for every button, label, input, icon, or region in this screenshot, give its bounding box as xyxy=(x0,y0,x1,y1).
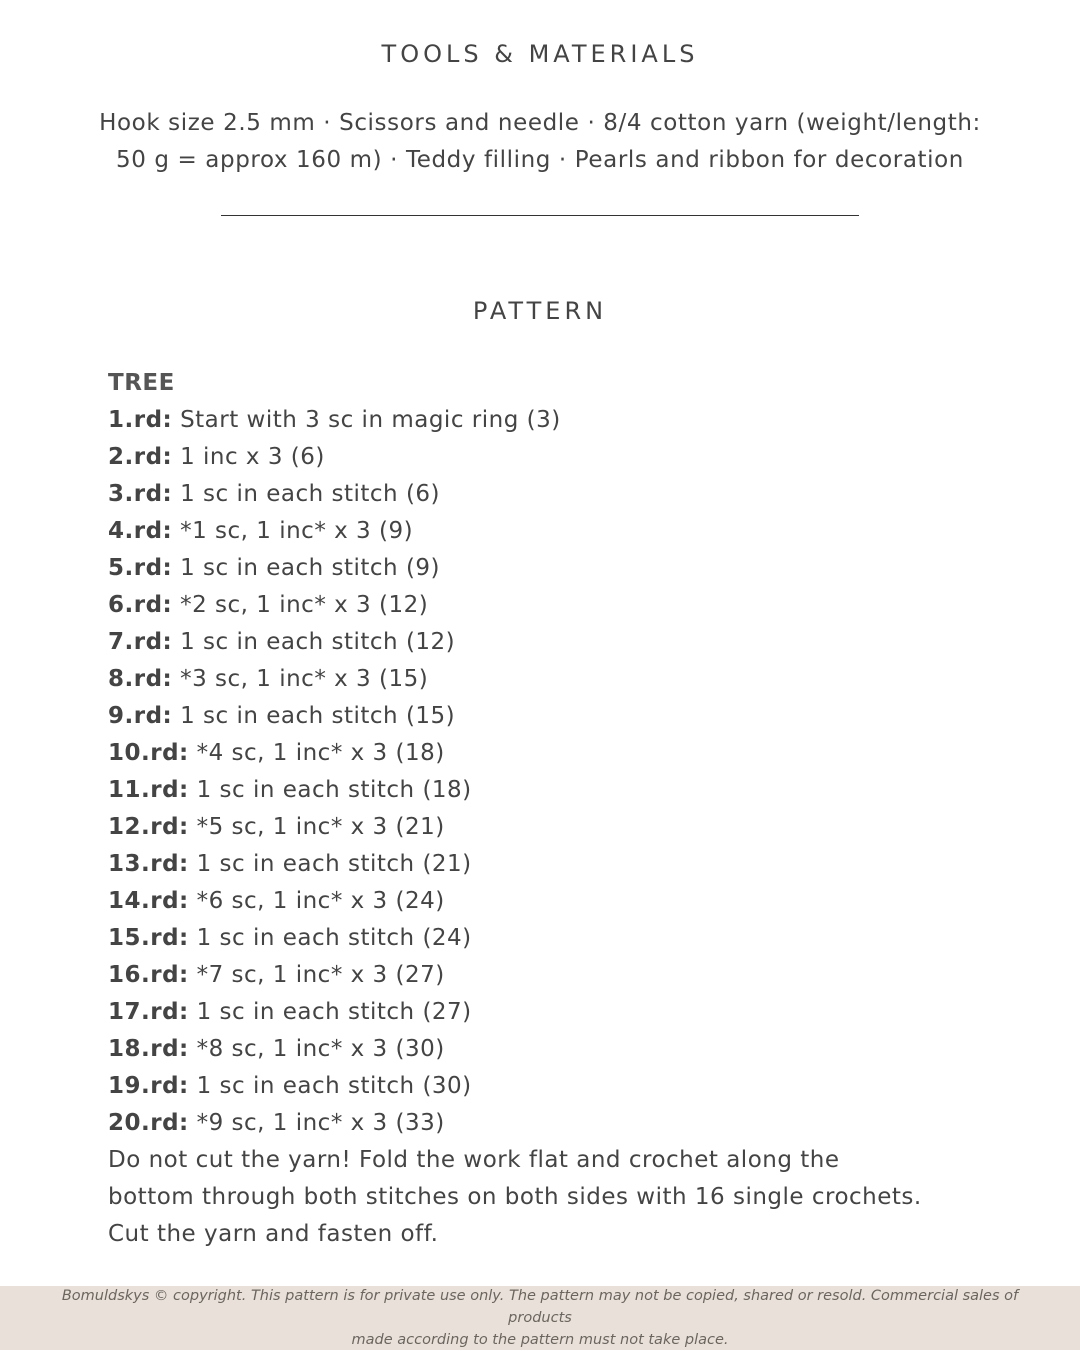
round-row xyxy=(108,698,1008,735)
materials-line-2: 50 g = approx 160 m) · Teddy filling · Pearls and ribbon for decoration xyxy=(116,147,964,173)
round-row xyxy=(108,513,1008,550)
round-instruction: *5 sc, 1 inc* x 3 (21) xyxy=(196,814,445,840)
closing-line: Do not cut the yarn! Fold the work flat and crochet along the xyxy=(108,1147,840,1173)
round-row xyxy=(108,587,1008,624)
round-row xyxy=(108,439,1008,476)
round-row xyxy=(108,809,1008,846)
part-title-tree: TREE xyxy=(108,370,175,396)
closing-line: bottom through both stitches on both sides with 16 single crochets. xyxy=(108,1184,922,1210)
round-instruction: 1 sc in each stitch (21) xyxy=(196,851,472,877)
round-number: 5.rd: xyxy=(108,555,173,581)
round-number: 2.rd: xyxy=(108,444,173,470)
pattern-heading: PATTERN xyxy=(472,297,608,325)
round-row xyxy=(108,920,1008,957)
round-row xyxy=(108,883,1008,920)
copyright-notice xyxy=(50,1285,1030,1351)
round-instruction: 1 inc x 3 (6) xyxy=(180,444,325,470)
pattern-instructions xyxy=(108,365,1008,1253)
round-instruction: 1 sc in each stitch (18) xyxy=(196,777,472,803)
round-row xyxy=(108,846,1008,883)
round-instruction: *2 sc, 1 inc* x 3 (12) xyxy=(180,592,429,618)
round-row xyxy=(108,476,1008,513)
round-row xyxy=(108,1105,1008,1142)
tools-materials-heading: TOOLS & MATERIALS xyxy=(381,40,699,68)
closing-line: Cut the yarn and fasten off. xyxy=(108,1221,439,1247)
round-number: 14.rd: xyxy=(108,888,189,914)
round-row xyxy=(108,661,1008,698)
section-divider xyxy=(221,215,859,216)
round-number: 6.rd: xyxy=(108,592,173,618)
round-number: 7.rd: xyxy=(108,629,173,655)
round-instruction: 1 sc in each stitch (30) xyxy=(196,1073,472,1099)
round-number: 11.rd: xyxy=(108,777,189,803)
round-number: 15.rd: xyxy=(108,925,189,951)
round-number: 10.rd: xyxy=(108,740,189,766)
round-instruction: *4 sc, 1 inc* x 3 (18) xyxy=(196,740,445,766)
round-instruction: 1 sc in each stitch (24) xyxy=(196,925,472,951)
round-instruction: *7 sc, 1 inc* x 3 (27) xyxy=(196,962,445,988)
round-instruction: *3 sc, 1 inc* x 3 (15) xyxy=(180,666,429,692)
round-instruction: 1 sc in each stitch (15) xyxy=(180,703,456,729)
rounds-list xyxy=(108,402,1008,1142)
round-number: 3.rd: xyxy=(108,481,173,507)
materials-list xyxy=(40,105,1040,179)
round-number: 1.rd: xyxy=(108,407,173,433)
round-instruction: Start with 3 sc in magic ring (3) xyxy=(180,407,561,433)
round-number: 19.rd: xyxy=(108,1073,189,1099)
round-instruction: 1 sc in each stitch (9) xyxy=(180,555,441,581)
round-number: 12.rd: xyxy=(108,814,189,840)
copyright-line-1: Bomuldskys © copyright. This pattern is for private use only. The pattern may not be copied, shared or resold. Commercial sales of products xyxy=(61,1288,1019,1326)
closing-instructions xyxy=(108,1142,1008,1253)
round-number: 13.rd: xyxy=(108,851,189,877)
round-row xyxy=(108,1068,1008,1105)
round-row xyxy=(108,550,1008,587)
round-row xyxy=(108,402,1008,439)
round-row xyxy=(108,624,1008,661)
round-row xyxy=(108,994,1008,1031)
round-row xyxy=(108,735,1008,772)
round-number: 20.rd: xyxy=(108,1110,189,1136)
round-number: 16.rd: xyxy=(108,962,189,988)
round-instruction: *9 sc, 1 inc* x 3 (33) xyxy=(196,1110,445,1136)
round-row xyxy=(108,1031,1008,1068)
round-row xyxy=(108,957,1008,994)
round-number: 17.rd: xyxy=(108,999,189,1025)
copyright-line-2: made according to the pattern must not take place. xyxy=(351,1332,729,1348)
round-instruction: *1 sc, 1 inc* x 3 (9) xyxy=(180,518,414,544)
round-instruction: 1 sc in each stitch (27) xyxy=(196,999,472,1025)
round-number: 4.rd: xyxy=(108,518,173,544)
materials-line-1: Hook size 2.5 mm · Scissors and needle · 8/4 cotton yarn (weight/length: xyxy=(99,110,981,136)
round-instruction: *6 sc, 1 inc* x 3 (24) xyxy=(196,888,445,914)
round-number: 8.rd: xyxy=(108,666,173,692)
round-instruction: *8 sc, 1 inc* x 3 (30) xyxy=(196,1036,445,1062)
round-row xyxy=(108,772,1008,809)
round-instruction: 1 sc in each stitch (6) xyxy=(180,481,441,507)
copyright-footer xyxy=(0,1286,1080,1350)
round-instruction: 1 sc in each stitch (12) xyxy=(180,629,456,655)
round-number: 18.rd: xyxy=(108,1036,189,1062)
round-number: 9.rd: xyxy=(108,703,173,729)
